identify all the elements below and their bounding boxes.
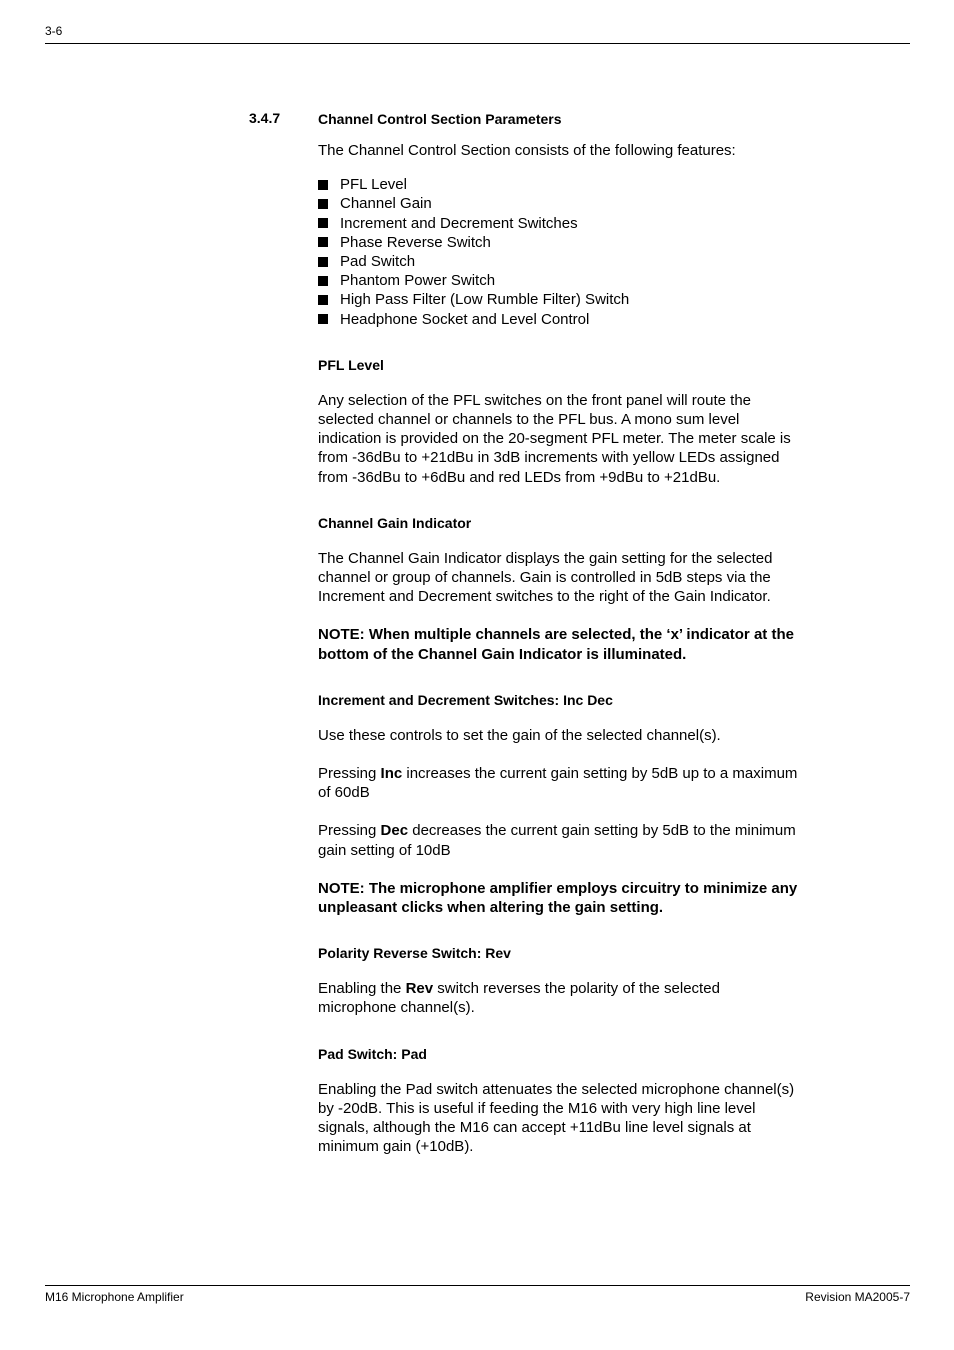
incdec-heading: Increment and Decrement Switches: Inc Dec (318, 691, 613, 708)
section-intro: The Channel Control Section consists of the following features: (318, 142, 736, 159)
pad-paragraph: Enabling the Pad switch attenuates the selected microphone channel(s) by -20dB. This is useful if feeding the M16 with very high line level signals, although the M16 can accept +11dBu line level signals at minimum gain (+10dB). (318, 1080, 795, 1156)
incdec-paragraph: Use these controls to set the gain of the selected channel(s). (318, 726, 721, 744)
square-bullet-icon (318, 218, 328, 228)
list-item: Pad Switch (318, 252, 798, 271)
inc-paragraph: Pressing Inc increases the current gain setting by 5dB up to a maximum of 60dB (318, 764, 798, 802)
main-content (318, 110, 798, 1156)
gain-heading: Channel Gain Indicator (318, 514, 472, 531)
square-bullet-icon (318, 295, 328, 305)
gain-note: NOTE: When multiple channels are selected, the ‘x’ indicator at the bottom of the Channel Gain Indicator is illuminated. (318, 626, 794, 663)
square-bullet-icon (318, 237, 328, 247)
dec-key: Dec (380, 822, 409, 840)
footer-product-name: M16 Microphone Amplifier (45, 1290, 184, 1304)
page-number: 3-6 (45, 24, 63, 38)
rev-key: Rev (405, 980, 434, 998)
incdec-note: NOTE: The microphone amplifier employs circuitry to minimize any unpleasant clicks when altering the gain setting. (318, 879, 798, 916)
list-item: Phantom Power Switch (318, 271, 798, 290)
square-bullet-icon (318, 180, 328, 190)
header-rule (45, 43, 910, 44)
square-bullet-icon (318, 276, 328, 286)
pad-heading: Pad Switch: Pad (318, 1045, 427, 1062)
gain-paragraph: The Channel Gain Indicator displays the gain setting for the selected channel or group of channels. Gain is controlled in 5dB steps via the Increment and Decrement switches to the right of the Gain Indicator. (318, 549, 773, 606)
square-bullet-icon (318, 314, 328, 324)
list-item: High Pass Filter (Low Rumble Filter) Switch (318, 290, 798, 309)
section-number: 3.4.7 (249, 110, 281, 126)
list-item: Headphone Socket and Level Control (318, 310, 798, 329)
pfl-heading: PFL Level (318, 356, 384, 373)
section-title: Channel Control Section Parameters (318, 111, 562, 127)
footer-revision: Revision MA2005-7 (805, 1290, 910, 1304)
list-item: Phase Reverse Switch (318, 233, 798, 252)
inc-key: Inc (380, 764, 403, 782)
pfl-paragraph: Any selection of the PFL switches on the front panel will route the selected channel or channels to the PFL bus. A mono sum level indication is provided on the 20-segment PFL meter. The meter scale is from -36dBu to +21dBu in 3dB increments with yellow LEDs assigned from -36dBu to +6dBu and red LEDs from +9dBu to +21dBu. (318, 391, 791, 486)
dec-paragraph: Pressing Dec decreases the current gain setting by 5dB to the minimum gain setting of 10dB (318, 822, 796, 859)
polarity-heading: Polarity Reverse Switch: Rev (318, 945, 511, 962)
footer-rule (45, 1285, 910, 1286)
square-bullet-icon (318, 257, 328, 267)
list-item: Channel Gain (318, 194, 798, 213)
feature-list (318, 175, 798, 329)
list-item: Increment and Decrement Switches (318, 214, 798, 233)
polarity-paragraph: Enabling the Rev switch reverses the polarity of the selected microphone channel(s). (318, 980, 720, 1017)
list-item: PFL Level (318, 175, 798, 194)
square-bullet-icon (318, 199, 328, 209)
